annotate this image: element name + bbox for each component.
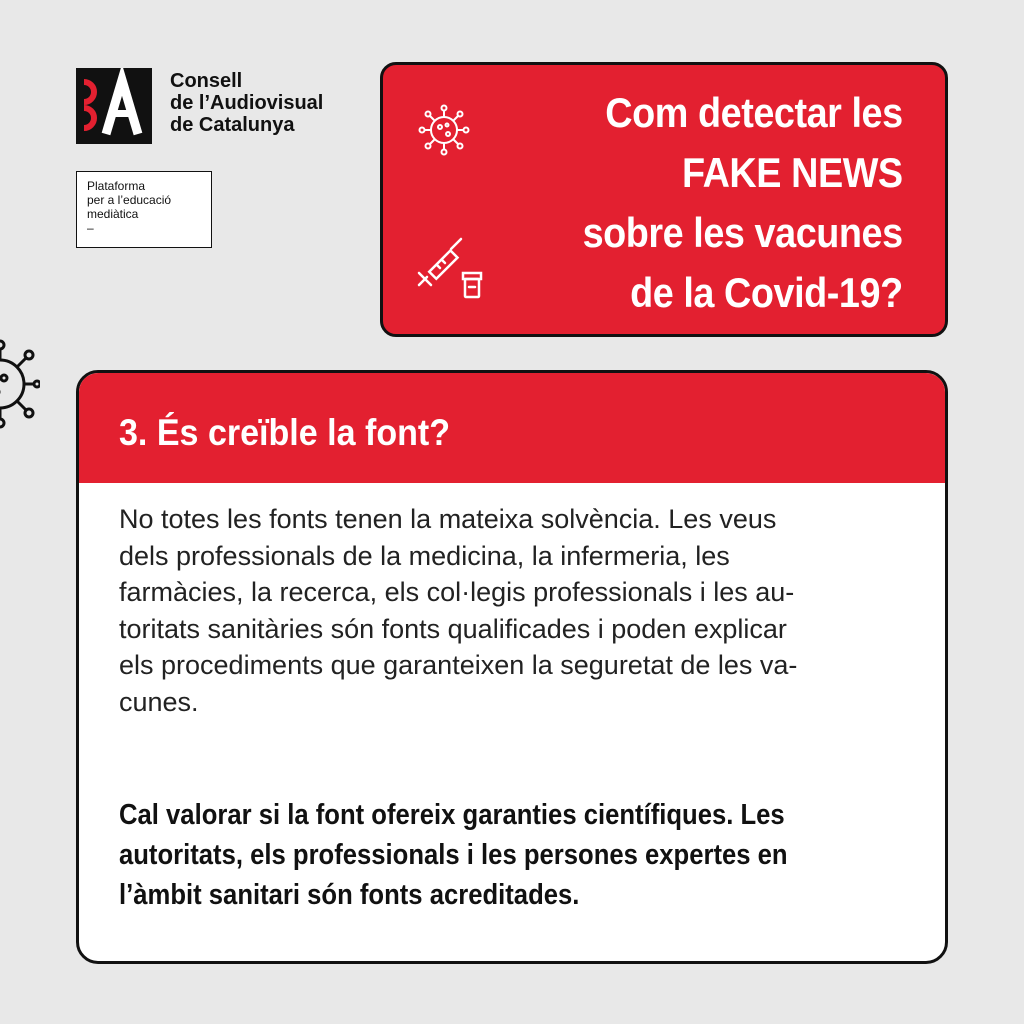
virus-icon — [417, 103, 471, 157]
paragraph-line: farmàcies, la recerca, els col·legis professionals i les au- — [119, 577, 795, 607]
title-line: de la Covid-19? — [630, 269, 903, 316]
conclusion-line: Cal valorar si la font ofereix garanties científiques. Les — [119, 799, 785, 831]
paragraph-line: No totes les fonts tenen la mateixa solvència. Les veus — [119, 504, 777, 534]
syringe-icon — [415, 233, 489, 307]
paragraph-line: cunes. — [119, 686, 199, 717]
info-card — [76, 370, 948, 964]
brand-name — [170, 70, 323, 136]
paragraph-line: dels professionals de la medicina, la infermeria, les — [119, 540, 730, 571]
paragraph-line: toritats sanitàries són fonts qualificades i poden explicar — [119, 613, 787, 644]
info-conclusion — [119, 795, 919, 915]
info-paragraph — [119, 501, 919, 720]
main-title — [547, 83, 903, 323]
brand-name-line: Consell — [170, 70, 243, 92]
platform-line: – — [87, 221, 94, 235]
cac-logo-icon — [76, 68, 152, 144]
title-line: FAKE NEWS — [682, 149, 903, 196]
brand-name-line: de Catalunya — [170, 114, 295, 136]
platform-label-box — [76, 171, 212, 248]
title-card — [380, 62, 948, 337]
title-line: sobre les vacunes — [582, 209, 903, 256]
conclusion-line: l’àmbit sanitari són fonts acreditades. — [119, 879, 580, 911]
platform-line: per a l’educació — [87, 193, 172, 207]
platform-line: mediàtica — [87, 207, 139, 221]
platform-line: Plataforma — [87, 179, 146, 193]
info-card-header — [79, 373, 945, 483]
info-card-heading: 3. És creïble la font? — [119, 412, 451, 453]
title-line: Com detectar les — [605, 89, 903, 136]
brand-name-line: de l’Audiovisual — [170, 92, 324, 114]
virus-icon — [0, 338, 40, 430]
paragraph-line: els procediments que garanteixen la seguretat de les va- — [119, 650, 798, 680]
conclusion-line: autoritats, els professionals i les persones expertes en — [119, 839, 788, 871]
